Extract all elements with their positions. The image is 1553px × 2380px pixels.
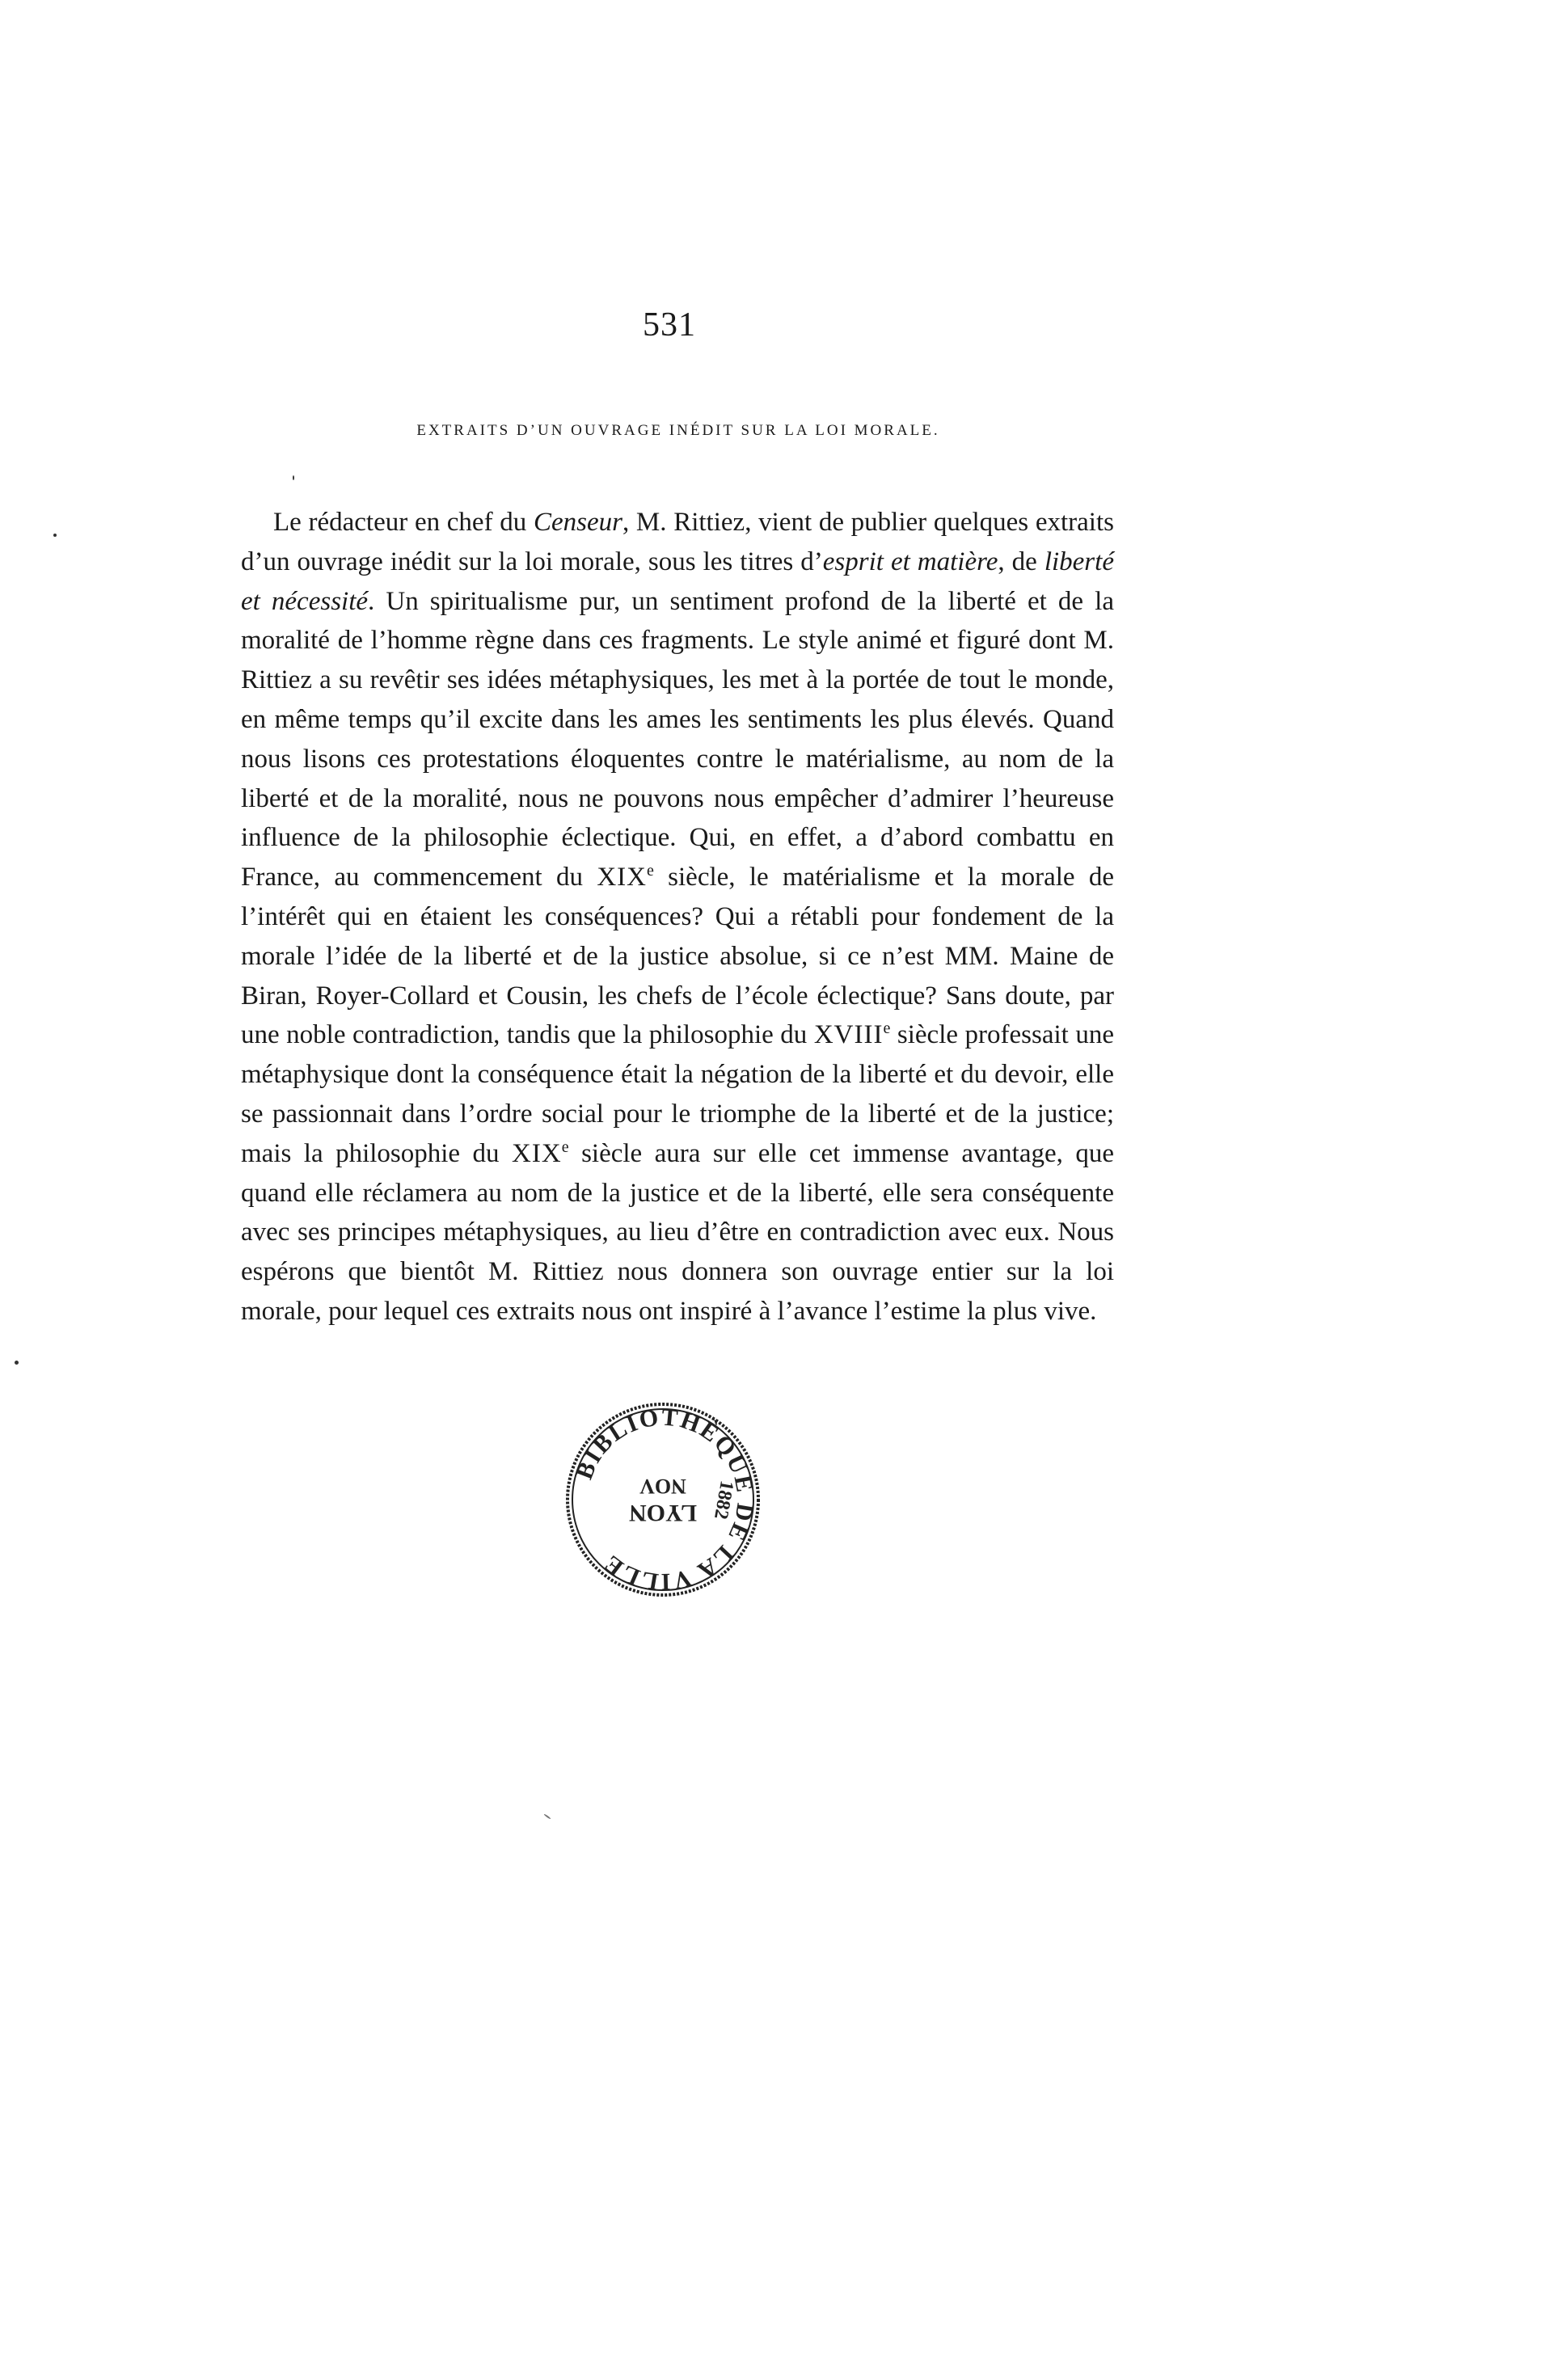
text-run: siècle aura sur elle cet immense avantage, que quand elle réclamera au nom de la justice et de la liberté, elle sera conséquente avec ses principes métaphysiques, au lieu d’être en contradiction avec eux. Nous espérons que bientôt M. Rittiez nous donnera son ouvrage entier sur la loi morale, pour lequel ces extraits nous ont inspiré à l’avance l’estime la plus vive.: [241, 1138, 1115, 1326]
century-superscript: e: [561, 1137, 569, 1156]
page-number: 531: [643, 306, 696, 344]
paper-speck: [15, 1361, 19, 1365]
body-paragraph: [241, 503, 1114, 1331]
text-run: , M. Rittiez, vient de publier quelques extraits d’un ouvrage inédit sur la loi morale, sous les titres d’: [241, 508, 1114, 576]
stamp-ring-text: BIBLIOTHÈQUE DE LA VILLE: [571, 1403, 759, 1596]
century-superscript: e: [646, 862, 654, 880]
title-liberte-et-necessite: liberté et nécessité: [241, 546, 1114, 616]
stamp-month: NOV: [639, 1475, 686, 1498]
stamp-year: 1882: [709, 1479, 737, 1521]
text-run: , de: [998, 546, 1044, 576]
century-numeral: XVIII: [813, 1020, 884, 1050]
paper-speck: [543, 1813, 551, 1819]
century-superscript: e: [883, 1019, 891, 1038]
text-run: Le rédacteur en chef du: [273, 508, 534, 537]
text-run: siècle, le matérialisme et la morale de l’intérêt qui en étaient les conséquences? Qui a rétabli pour fondement de la morale l’idée de la liberté et de la justice absolue, si ce n’est MM. Maine de Biran, Royer-Collard et Cousin, les chefs de l’école éclectique? Sans doute, par une noble contradiction, tandis que la philosophie du: [241, 863, 1115, 1050]
text-run: siècle professait une métaphysique dont la conséquence était la négation de la liberté et du devoir, elle se passionnait dans l’ordre social pour le triomphe de la liberté et de la justice; mais la philosophie du: [241, 1020, 1115, 1168]
paper-speck: [53, 534, 57, 537]
century-numeral: XIX: [597, 863, 647, 892]
title-esprit-et-matiere: esprit et matière: [822, 546, 998, 576]
stamp-city: LYON: [629, 1500, 697, 1526]
paper-speck: [293, 475, 294, 480]
section-heading: EXTRAITS D’UN OUVRAGE INÉDIT SUR LA LOI MORALE.: [416, 422, 940, 439]
library-stamp: [562, 1399, 764, 1601]
journal-title: Censeur: [533, 508, 622, 537]
text-run: . Un spiritualisme pur, un sentiment profond de la liberté et de la moralité de l’homme règne dans ces fragments. Le style animé et figuré dont M. Rittiez a su revêtir ses idées métaphysiques, les met à la portée de tout le monde, en même temps qu’il excite dans les ames les sentiments les plus élevés. Quand nous lisons ces protestations éloquentes contre le matérialisme, au nom de la liberté et de la moralité, nous ne pouvons nous empêcher d’admirer l’heureuse influence de la philosophie éclectique. Qui, en effet, a d’abord combattu en France, au commencement du: [241, 586, 1114, 892]
century-numeral: XIX: [512, 1138, 562, 1168]
